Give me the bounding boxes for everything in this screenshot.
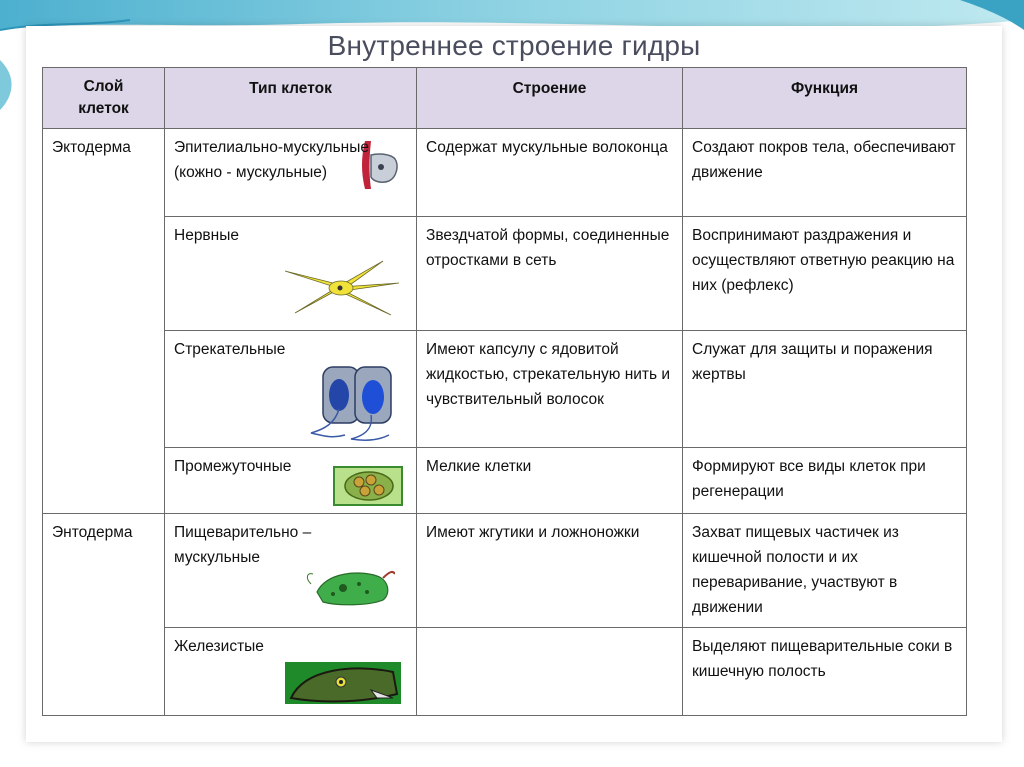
type-cell bbox=[165, 217, 417, 331]
structure-cell: Имеют жгутики и ложноножки bbox=[417, 514, 683, 628]
layer-endoderm: Энтодерма bbox=[43, 514, 165, 716]
header-cell-type: Тип клеток bbox=[165, 68, 417, 129]
function-cell: Захват пищевых частичек из кишечной полости и их переваривание, участвуют в движении bbox=[683, 514, 967, 628]
structure-cell: Имеют капсулу с ядовитой жидкостью, стрекательную нить и чувствительный волосок bbox=[417, 331, 683, 448]
table-row bbox=[43, 514, 967, 628]
layer-ectoderm: Эктодерма bbox=[43, 129, 165, 514]
type-cell bbox=[165, 448, 417, 514]
stinging-cell-illustration bbox=[305, 363, 405, 445]
function-cell: Воспринимают раздражения и осуществляют ответную реакцию на них (рефлекс) bbox=[683, 217, 967, 331]
digestive-muscle-cell-illustration bbox=[303, 564, 395, 610]
hydra-structure-table bbox=[42, 67, 967, 716]
structure-cell: Содержат мускульные волоконца bbox=[417, 129, 683, 217]
table-row bbox=[43, 217, 967, 331]
table-row bbox=[43, 448, 967, 514]
cell-type-label: Железистые bbox=[174, 638, 264, 655]
header-layer: Слой клеток bbox=[43, 68, 165, 129]
table-row bbox=[43, 331, 967, 448]
function-cell: Формируют все виды клеток при регенерации bbox=[683, 448, 967, 514]
cell-type-label: Промежуточные bbox=[174, 458, 292, 475]
structure-cell bbox=[417, 628, 683, 716]
type-cell bbox=[165, 514, 417, 628]
nerve-cell-illustration bbox=[283, 257, 401, 319]
structure-cell: Звездчатой формы, соединенные отростками в сеть bbox=[417, 217, 683, 331]
cell-type-label: Эпителиально-мускульные (кожно - мускульные) bbox=[174, 139, 369, 181]
structure-cell: Мелкие клетки bbox=[417, 448, 683, 514]
glandular-cell-illustration bbox=[285, 662, 401, 704]
header-structure: Строение bbox=[417, 68, 683, 129]
function-cell: Служат для защиты и поражения жертвы bbox=[683, 331, 967, 448]
cell-type-label: Нервные bbox=[174, 227, 239, 244]
type-cell bbox=[165, 628, 417, 716]
cell-type-label: Стрекательные bbox=[174, 341, 286, 358]
function-cell: Выделяют пищеварительные соки в кишечную полость bbox=[683, 628, 967, 716]
table-row bbox=[43, 628, 967, 716]
page-title: Внутреннее строение гидры bbox=[327, 30, 701, 61]
type-cell bbox=[165, 129, 417, 217]
table-header-row bbox=[43, 68, 967, 129]
table-row bbox=[43, 129, 967, 217]
type-cell bbox=[165, 331, 417, 448]
cell-type-label: Пищеварительно – мускульные bbox=[174, 524, 312, 566]
header-function: Функция bbox=[683, 68, 967, 129]
function-cell: Создают покров тела, обеспечивают движение bbox=[683, 129, 967, 217]
